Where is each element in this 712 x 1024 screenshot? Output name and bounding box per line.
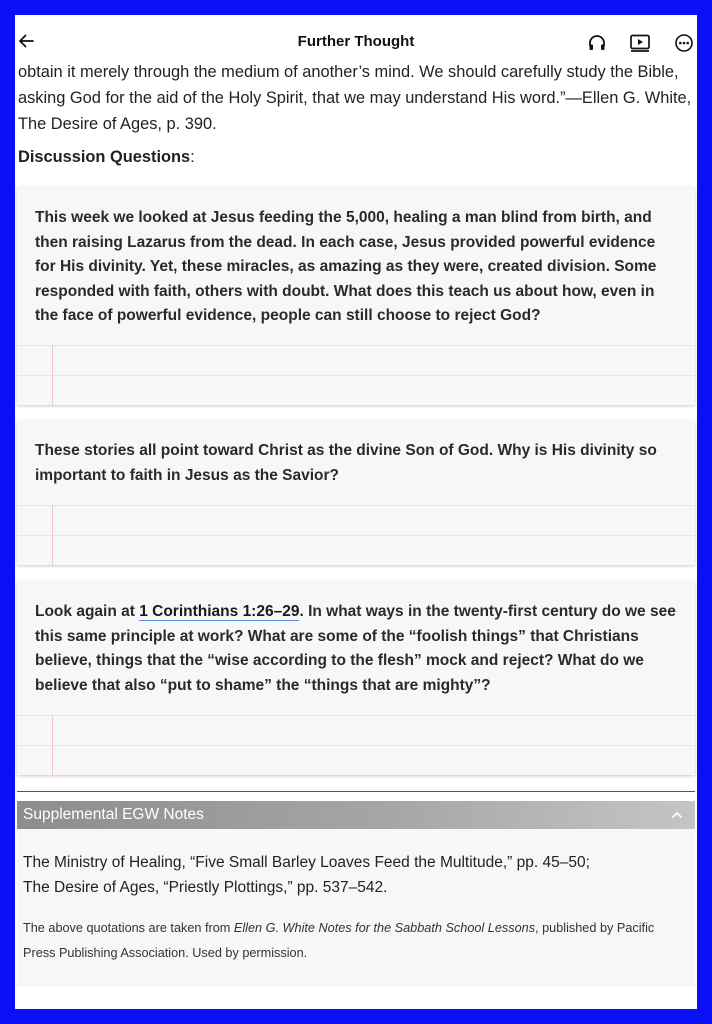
supplemental-notes-title: Supplemental EGW Notes bbox=[23, 806, 204, 823]
question-3-suffix: . In what ways in the twenty-first century do we see this same principle at work? What are some of the “foolish things” that Christians believe, things that the “wise according to the flesh” mock and reject? What do we believe that also “put to shame” the “things that are mighty”? bbox=[35, 603, 676, 694]
answer-field-2[interactable] bbox=[17, 505, 695, 565]
supplemental-notes-section bbox=[17, 801, 695, 987]
margin-line bbox=[52, 715, 53, 775]
question-card-1 bbox=[17, 187, 695, 405]
margin-line bbox=[52, 505, 53, 565]
question-text-1: This week we looked at Jesus feeding the 5,000, healing a man blind from birth, and then raising Lazarus from the dead. In each case, Jesus provided powerful evidence for His divinity. Yet, these miracles, as amazing as they were, created division. Some responded with faith, others with doubt. What does this teach us about how, even in the face of powerful evidence, people can still choose to reject God? bbox=[35, 209, 657, 325]
question-text-2: These stories all point toward Christ as the divine Son of God. Why is His divinity so important to faith in Jesus as the Savior? bbox=[35, 442, 657, 484]
video-play-icon bbox=[629, 33, 651, 53]
quote-paragraph: obtain it merely through the medium of another’s mind. We should carefully study the Bible, asking God for the aid of the Holy Spirit, that we may understand His word.”—Ellen G. White, The Desire of Ages, p. 390. bbox=[18, 63, 692, 133]
margin-line bbox=[52, 345, 53, 405]
credit-note bbox=[23, 916, 687, 966]
question-card-3 bbox=[17, 581, 695, 775]
credit-suffix: , published by Pacific Press Publishing Association. Used by permission. bbox=[23, 921, 655, 960]
reference-2: The Desire of Ages, “Priestly Plottings,” pp. 537–542. bbox=[23, 878, 388, 896]
discussion-heading-text: Discussion Questions bbox=[18, 148, 191, 166]
discussion-heading bbox=[18, 148, 195, 167]
page-title: Further Thought bbox=[297, 33, 415, 50]
screen bbox=[15, 15, 697, 1009]
section-divider bbox=[17, 791, 695, 792]
reference-1: The Ministry of Healing, “Five Small Barley Loaves Feed the Multitude,” pp. 45–50; bbox=[23, 854, 590, 871]
more-options-icon bbox=[674, 33, 694, 53]
question-3-prefix: Look again at bbox=[35, 603, 140, 620]
credit-prefix: The above quotations are taken from bbox=[23, 921, 234, 935]
credit-book-title: Ellen G. White Notes for the Sabbath School Lessons bbox=[233, 921, 536, 935]
answer-field-1[interactable] bbox=[17, 345, 695, 405]
question-text-3 bbox=[17, 581, 695, 698]
supplemental-notes-header[interactable] bbox=[17, 801, 695, 829]
discussion-heading-colon: : bbox=[190, 148, 195, 166]
headphones-icon bbox=[587, 33, 607, 53]
audio-button[interactable] bbox=[585, 31, 609, 55]
answer-field-3[interactable] bbox=[17, 715, 695, 775]
video-button[interactable] bbox=[628, 31, 652, 55]
chevron-up-icon[interactable] bbox=[669, 807, 685, 823]
more-options-button[interactable] bbox=[672, 31, 696, 55]
supplemental-references bbox=[23, 851, 683, 900]
question-card-2 bbox=[17, 420, 695, 565]
scripture-link[interactable]: 1 Corinthians 1:26–29 bbox=[139, 603, 300, 620]
